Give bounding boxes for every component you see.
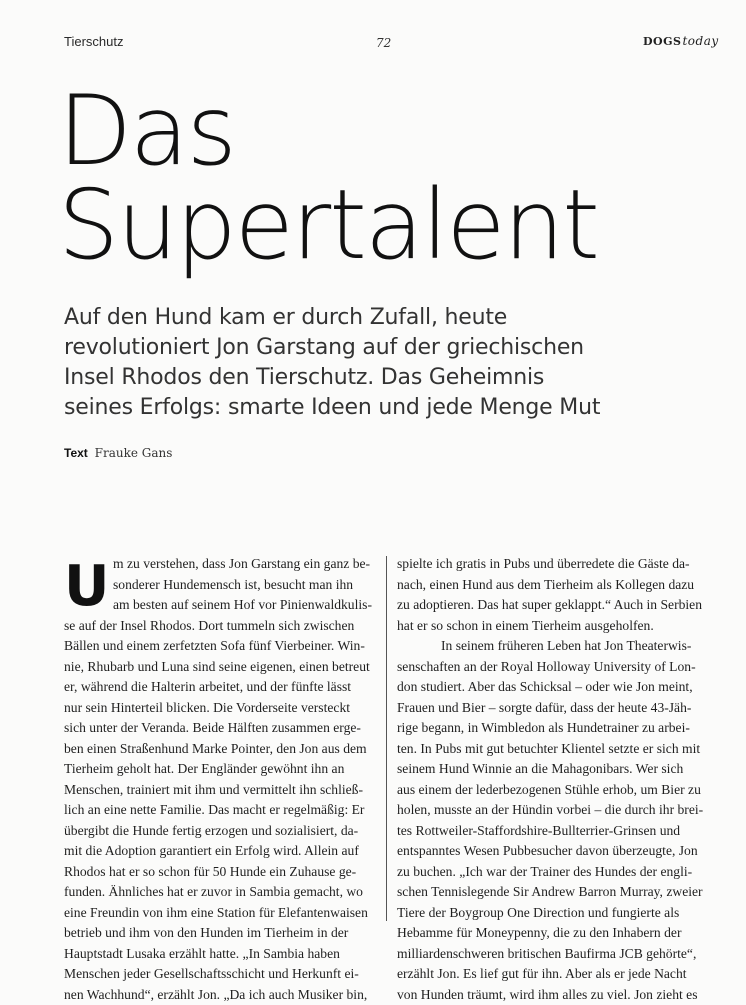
body-line: don studiert. Aber das Schicksal – oder wie Jon meint,	[397, 677, 709, 698]
body-line: nie, Rhubarb und Luna sind seine eigenen, einen betreut	[64, 657, 376, 678]
body-line: Tiere der Boygroup One Direction und fungierte als	[397, 903, 709, 924]
body-line: am besten auf seinem Hof vor Pinienwaldkulis-	[64, 595, 376, 616]
title-line: Das	[58, 84, 718, 178]
body-line: nen Wachhund“, erzählt Jon. „Da ich auch Musiker bin,	[64, 985, 376, 1005]
body-line: Menschen jeder Gesellschaftsschicht und Herkunft ei-	[64, 964, 376, 985]
body-line: Rhodos hat er so schon für 50 Hunde ein Zuhause ge-	[64, 862, 376, 883]
body-column-right	[397, 554, 709, 1005]
body-line: Tierheim geholt hat. Der Engländer gewöhnt ihn an	[64, 759, 376, 780]
body-column-left	[64, 554, 376, 1005]
byline-label: Text	[64, 446, 88, 460]
body-line: er, während die Halterin arbeitet, und der fünfte lässt	[64, 677, 376, 698]
body-line: seinem Hund Winnie an die Mahagonibars. Wer sich	[397, 759, 709, 780]
body-line: Hebamme für Moneypenny, die zu den Inhabern der	[397, 923, 709, 944]
body-line: Frauen und Bier – sorgte dafür, dass der heute 43-Jäh-	[397, 698, 709, 719]
title-line: Supertalent	[58, 178, 718, 272]
page-number: 72	[376, 36, 391, 50]
column-rule	[386, 556, 387, 921]
lead-line: revolutioniert Jon Garstang auf der griechischen	[64, 333, 684, 363]
article-title	[58, 84, 718, 272]
body-line: eine Freundin von ihm eine Station für Elefantenwaisen	[64, 903, 376, 924]
brand-logo-script: today	[682, 34, 718, 48]
body-line: übergibt die Hunde fertig erzogen und sozialisiert, da-	[64, 821, 376, 842]
body-line: Menschen, trainiert mit ihm und vermittelt ihn schließ-	[64, 780, 376, 801]
body-line: betrieb und ihm von den Hunden im Tierheim in der	[64, 923, 376, 944]
article-lead	[64, 303, 684, 423]
body-line: erzählt Jon. Es lief gut für ihn. Aber als er jede Nacht	[397, 964, 709, 985]
body-line: sich unter der Veranda. Beide Hälften zusammen erge-	[64, 718, 376, 739]
byline-author: Frauke Gans	[95, 446, 173, 460]
lead-line: seines Erfolgs: smarte Ideen und jede Menge Mut	[64, 393, 684, 423]
body-line: nach, einen Hund aus dem Tierheim als Kollegen dazu	[397, 575, 709, 596]
body-line: In seinem früheren Leben hat Jon Theaterwis-	[397, 636, 709, 657]
body-line: Hauptstadt Lusaka erzählt hatte. „In Sambia haben	[64, 944, 376, 965]
lead-line: Insel Rhodos den Tierschutz. Das Geheimnis	[64, 363, 684, 393]
body-line: schen Tennislegende Sir Andrew Barron Murray, zweier	[397, 882, 709, 903]
lead-line: Auf den Hund kam er durch Zufall, heute	[64, 303, 684, 333]
section-label: Tierschutz	[64, 34, 123, 49]
body-line: se auf der Insel Rhodos. Dort tummeln sich zwischen	[64, 616, 376, 637]
body-line: entspanntes Wesen Pubbesucher davon überzeugte, Jon	[397, 841, 709, 862]
body-line: ten. In Pubs mit gut betuchter Klientel setzte er sich mit	[397, 739, 709, 760]
body-line: zu buchen. „Ich war der Trainer des Hundes der engli-	[397, 862, 709, 883]
body-line: sonderer Hundemensch ist, besucht man ihn	[64, 575, 376, 596]
byline	[64, 446, 172, 460]
body-line: senschaften an der Royal Holloway University of Lon-	[397, 657, 709, 678]
body-line: spielte ich gratis in Pubs und überredete die Gäste da-	[397, 554, 709, 575]
body-line: hat er so schon in einem Tierheim ausgeholfen.	[397, 616, 709, 637]
dropcap: U	[64, 563, 109, 611]
body-line: aus einem der lederbezogenen Stühle erhob, um Bier zu	[397, 780, 709, 801]
body-line: Bällen und einem zerfetzten Sofa fünf Vierbeiner. Win-	[64, 636, 376, 657]
body-line: tes Rottweiler-Staffordshire-Bullterrier-Grinsen und	[397, 821, 709, 842]
body-line: m zu verstehen, dass Jon Garstang ein ganz be-	[64, 554, 376, 575]
brand-logo	[643, 34, 719, 48]
body-line: von Hunden träumt, wird ihm alles zu viel. Jon zieht es	[397, 985, 709, 1005]
body-line: funden. Ähnliches hat er zuvor in Sambia gemacht, wo	[64, 882, 376, 903]
brand-logo-text: DOGS	[643, 35, 681, 48]
body-line: mit die Adoption garantiert ein Erfolg wird. Allein auf	[64, 841, 376, 862]
body-line: ben einen Straßenhund Marke Pointer, den Jon aus dem	[64, 739, 376, 760]
body-line: zu adoptieren. Das hat super geklappt.“ Auch in Serbien	[397, 595, 709, 616]
body-line: holen, musste an der Hündin vorbei – die durch ihr brei-	[397, 800, 709, 821]
body-line: rige begann, in Wimbledon als Hundetrainer zu arbei-	[397, 718, 709, 739]
body-line: milliardenschweren britischen Baufirma JCB gehörte“,	[397, 944, 709, 965]
body-line: nur sein Hinterteil blicken. Die Vorderseite versteckt	[64, 698, 376, 719]
body-line: lich an eine nette Familie. Das macht er regelmäßig: Er	[64, 800, 376, 821]
